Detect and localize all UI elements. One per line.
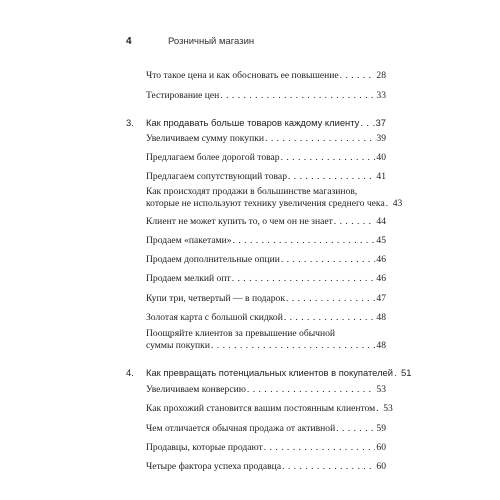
toc-entry-title: Купи три, четвертый — в подарок [146, 293, 285, 304]
toc-entry-page: 45 [376, 235, 386, 246]
toc-entry [126, 461, 386, 473]
toc-entry-title: Чем отличается обычная продажа от активной [146, 423, 336, 434]
toc-entry [126, 171, 386, 183]
toc-entry-page: 44 [376, 216, 386, 227]
toc-chapter-entry [126, 117, 386, 129]
toc-entry-title: Продаем мелкий опт [146, 273, 231, 284]
toc-entry-title: Тестирование цен [146, 90, 220, 101]
toc-entry [126, 442, 386, 454]
toc-entry-title: Увеличиваем сумму покупки [146, 133, 265, 144]
dot-leader [334, 216, 376, 228]
toc-entry-page: 48 [376, 340, 386, 351]
toc-entry-title: Предлагаем более дорогой товар [146, 152, 280, 163]
toc-entry-title-line1: Как происходят продажи в большинстве магазинов, [146, 186, 358, 197]
toc-entry-page: 59 [376, 423, 386, 434]
toc-chapter-entry [126, 367, 412, 379]
dot-leader [233, 235, 376, 247]
toc-entry-title-line2: суммы покупки [146, 340, 210, 351]
running-head [126, 36, 254, 47]
dot-leader [336, 423, 375, 435]
toc-entry [126, 423, 386, 435]
toc-entry-page: 48 [376, 312, 386, 323]
dot-leader [265, 133, 375, 145]
toc-entry-page: 60 [376, 461, 386, 472]
toc-entry [126, 312, 386, 324]
toc-entry-title: Клиент не может купить то, о чем он не знает [146, 216, 333, 227]
dot-leader [288, 171, 375, 183]
dot-leader [281, 254, 376, 266]
toc-entry [126, 403, 393, 415]
toc-entry [126, 90, 386, 102]
toc-entry [126, 273, 386, 285]
toc-entry-title: Продаем дополнительные опции [146, 254, 280, 265]
toc-entry-title: Продавцы, которые продают [146, 442, 263, 453]
toc-entry-title: Золотая карта с большой скидкой [146, 312, 283, 323]
toc-entry-title: Увеличиваем конверсию [146, 384, 246, 395]
toc-entry-page: 47 [376, 293, 386, 304]
toc-entry-title: Что такое цена и как обосновать ее повышение [146, 70, 339, 81]
toc-entry [126, 235, 386, 247]
dot-leader [220, 90, 375, 102]
toc-entry-page: 41 [376, 171, 386, 182]
toc-entry-page: 51 [401, 367, 412, 378]
dot-leader [247, 384, 376, 396]
dot-leader [284, 312, 376, 324]
toc-entry-page: 53 [376, 384, 386, 395]
dot-leader [232, 273, 376, 285]
toc-entry-two-line [126, 186, 403, 210]
toc-entry [126, 254, 386, 266]
toc-entry-page: 46 [376, 273, 386, 284]
toc-entry-page: 46 [376, 254, 386, 265]
toc-entry [126, 384, 386, 396]
toc-entry [126, 70, 386, 82]
toc-entry-title: Предлагаем сопутствующий товар [146, 171, 287, 182]
dot-leader [394, 367, 400, 379]
dot-leader [211, 340, 375, 352]
toc-entry-title-line1: Поощряйте клиентов за превышение обычной [146, 328, 336, 339]
toc-entry [126, 152, 386, 164]
dot-leader [286, 293, 375, 305]
dot-leader [264, 442, 376, 454]
toc-entry [126, 133, 386, 145]
toc-entry-title: Продаем «пакетами» [146, 235, 232, 246]
toc-entry-page: 43 [392, 198, 403, 209]
toc-entry [126, 216, 386, 228]
toc-entry-title: Как продавать больше товаров каждому клиенту [146, 117, 360, 128]
toc-entry-title-line2: которые не используют технику увеличения среднего чека [146, 198, 385, 209]
running-title: Розничный магазин [168, 36, 255, 47]
toc-entry-page: 28 [376, 70, 386, 81]
chapter-number: 3. [126, 117, 134, 128]
toc-entry-page: 37 [375, 117, 386, 128]
dot-leader [360, 117, 374, 129]
dot-leader [281, 152, 376, 164]
dot-leader [340, 70, 376, 82]
chapter-number: 4. [126, 367, 134, 378]
toc-entry-page: 39 [376, 133, 386, 144]
dot-leader [386, 198, 392, 210]
toc-entry [126, 293, 386, 305]
toc-entry-title: Как прохожий становится вашим постоянным клиентом [146, 403, 376, 414]
toc-entry-title: Четыре фактора успеха продавца [146, 461, 282, 472]
dot-leader [282, 461, 375, 473]
toc-entry-two-line [126, 328, 386, 352]
page-number: 4 [126, 36, 132, 47]
toc-entry-title: Как превращать потенциальных клиентов в покупателей [146, 367, 394, 378]
toc-entry-page: 60 [376, 442, 386, 453]
toc-entry-page: 33 [376, 90, 386, 101]
toc-entry-page: 40 [376, 152, 386, 163]
dot-leader [376, 403, 382, 415]
toc-entry-page: 53 [383, 403, 393, 414]
